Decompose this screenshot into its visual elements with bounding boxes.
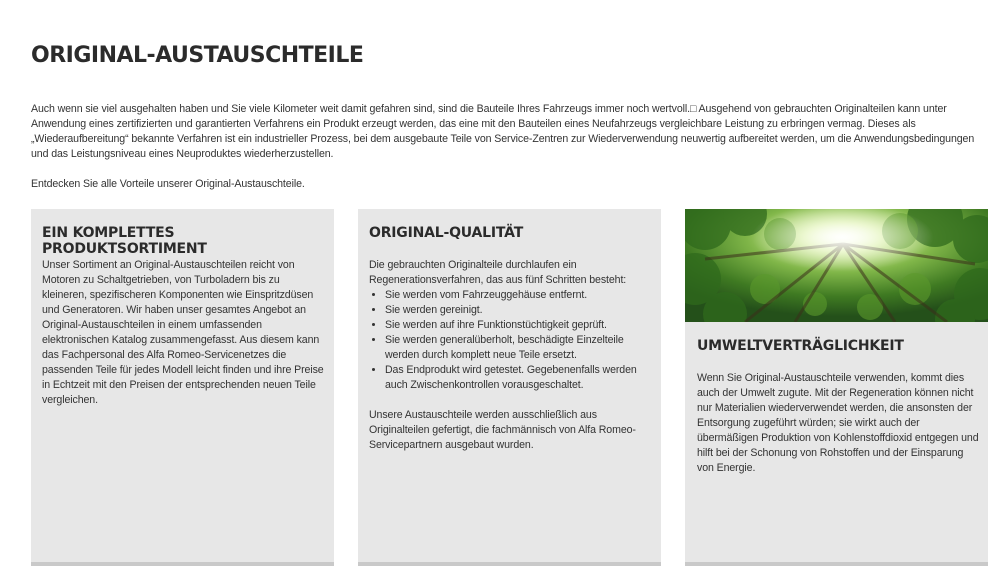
card-body [369, 258, 653, 453]
card-environment [685, 209, 988, 566]
card-original-quality [358, 209, 661, 566]
card-body [42, 258, 324, 408]
card-product-range [31, 209, 334, 566]
list-item: • Sie werden auf ihre Funktionstüchtigkeit geprüft. [385, 318, 653, 333]
intro-section [31, 102, 986, 192]
card-paragraph: Wenn Sie Original-Austauschteile verwenden, kommt dies auch der Umwelt zugute. Mit der Regeneration können nicht nur Materialien wiederverwendet werden, die ansonsten der Entsorgung zugeführt würden; sie wirkt auch der übermäßigen Produktion von Kohlenstoffdioxid entgegen und hilft bei der Schonung von Rohstoffen und der Einsparung von Energie. [697, 372, 979, 474]
card-intro: Die gebrauchten Originalteile durchlaufen ein Regenerationsverfahren, das aus fünf Schritten besteht: [369, 259, 627, 286]
card-title: UMWELTVERTRÄGLICHKEIT [697, 338, 904, 354]
intro-paragraph: Auch wenn sie viel ausgehalten haben und Sie viele Kilometer weit damit gefahren sind, sind die Bauteile Ihres Fahrzeugs immer noch wertvoll.□ Ausgehend von gebrauchten Originalteilen kann unter Anwendung eines zertifizierten und garantierten Verfahrens ein Produkt erzeugt werden, das eine mit den Bauteilen eines Neufahrzeugs vergleichbare Leistung zu erbringen vermag. Dieses als „Wiederaufbereitung“ bekannte Verfahren ist ein industrieller Prozess, bei dem ausgebaute Teile von Service-Zentren zur Wiederverwendung neuwertig aufbereitet werden, um die Anwendungsbedingungen und das Leistungsniveau eines Neuproduktes wiederherzustellen. [31, 103, 975, 160]
card-title: EIN KOMPLETTES PRODUKTSORTIMENT [42, 225, 207, 257]
steps-list [369, 288, 653, 393]
card-body [697, 371, 979, 476]
card-outro: Unsere Austauschteile werden ausschließlich aus Originalteilen gefertigt, die fachmännisch von Alfa Romeo-Servicepartnern ausgebaut wurden. [369, 409, 636, 451]
intro-cta: Entdecken Sie alle Vorteile unserer Original-Austauschteile. [31, 178, 305, 190]
forest-canopy-image [685, 209, 988, 322]
page-title: ORIGINAL-AUSTAUSCHTEILE [31, 43, 364, 68]
list-item: • Sie werden gereinigt. [385, 303, 653, 318]
card-title: ORIGINAL-QUALITÄT [369, 225, 524, 241]
list-item: • Sie werden generalüberholt, beschädigte Einzelteile werden durch komplett neue Teile ersetzt. [385, 333, 653, 363]
list-item: • Das Endprodukt wird getestet. Gegebenenfalls werden auch Zwischenkontrollen vorausgeschaltet. [385, 363, 653, 393]
card-paragraph: Unser Sortiment an Original-Austauschteilen reicht von Motoren zu Schaltgetrieben, von Turboladern bis zu kleineren, spezifischeren Komponenten wie Einspritzdüsen und Generatoren. Wir haben unser gesamtes Angebot an Original-Austauschteilen in einem umfassenden elektronischen Katalog zusammengefasst. Aus diesem kann das Fachpersonal des Alfa Romeo-Servicenetzes die passenden Teile für jedes Modell leicht finden und ihre Preise in Echtzeit mit den Preisen der entsprechenden neuen Teile vergleichen. [42, 259, 324, 406]
list-item: • Sie werden vom Fahrzeuggehäuse entfernt. [385, 288, 653, 303]
